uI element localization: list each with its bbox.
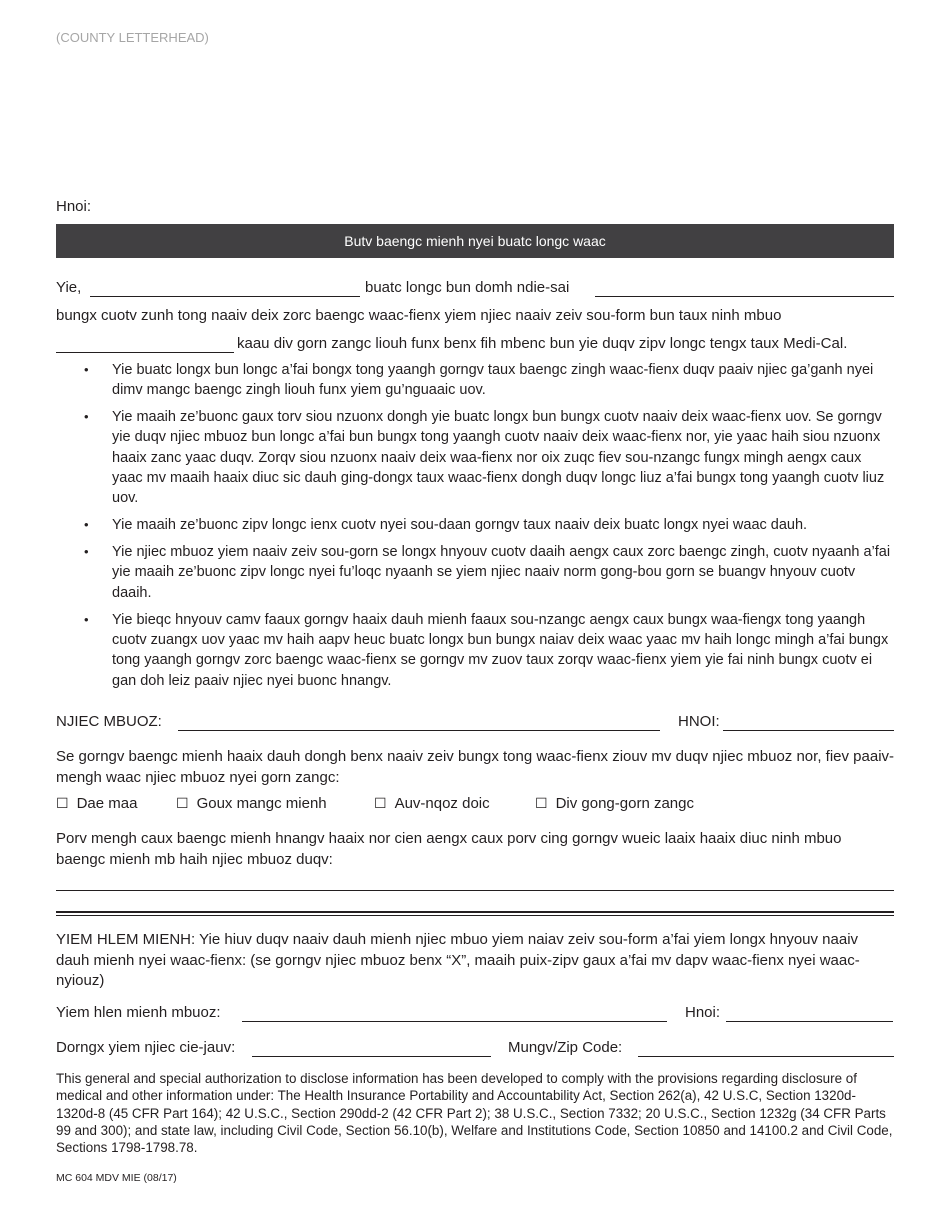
bullet-icon: • <box>84 362 89 377</box>
signature-label: NJIEC MBUOZ: <box>56 713 162 730</box>
section-divider <box>56 915 894 916</box>
list-item: • Yie njiec mbuoz yiem naaiv zeiv sou-gorn se longx hnyouv cuotv daaih aengx caux zorc baengc zingh, cuotv nyaanh a’fai yie maaih ze’buonc zipv longc nyei fu’loqc nyaanh se yiem njiec naaiv norm gong-bou gorn se buangv hnyouv cuotv daaih. <box>84 544 891 601</box>
checkbox-icon[interactable]: ☐ <box>176 795 189 811</box>
signature-row <box>56 713 894 733</box>
signature-date-field[interactable] <box>723 730 894 731</box>
bullet-icon: • <box>84 544 89 560</box>
checkbox-icon[interactable]: ☐ <box>535 795 548 811</box>
address-label: Dorngx yiem njiec cie-jauv: <box>56 1039 236 1056</box>
yie-label: Yie, <box>56 279 82 296</box>
list-item: • Yie buatc longx bun longc a’fai bongx tong yaangh gorngv taux baengc zingh waac-fienx duqv paaiv njiec ga’ganh nyei dimv mangc baengc zingh liouh funx yiem gu’nguaaic uov. <box>84 362 874 399</box>
checkbox-icon[interactable]: ☐ <box>56 795 69 811</box>
recipient-name-field[interactable] <box>56 352 234 353</box>
relationship-text: Se gorngv baengc mienh haaix dauh dongh benx naaiv zeiv bungx tong waac-fienx ziouv mv duqv njiec mbuoz nor, fiev paaiv-mengh waac njiec mbuoz nyei gorn zangc: <box>56 748 895 786</box>
bullet-icon: • <box>84 611 89 627</box>
authorization-line-3 <box>56 335 894 355</box>
witness-name-label: Yiem hlen mienh mbuoz: <box>56 1004 221 1021</box>
explain-text: Porv mengh caux baengc mienh hnangv haaix nor cien aengx caux porv cing gorngv wueic laaix haaix diuc ninh mbuo baengc mienh mb haih njiec mbuoz duqv: <box>56 830 842 868</box>
form-title: Butv baengc mienh nyei buatc longc waac <box>344 233 606 249</box>
form-number: MC 604 MDV MIE (08/17) <box>56 1172 177 1184</box>
checkbox-legal-representative[interactable]: ☐ Div gong-gorn zangc <box>535 795 694 812</box>
list-item: • Yie maaih ze’buonc zipv longc ienx cuotv nyei sou-daan gorngv taux naaiv deix buatc longx nyei waac dauh. <box>56 515 894 535</box>
authorization-line-1 <box>56 279 894 299</box>
terms-list <box>56 360 894 697</box>
witness-name-field[interactable] <box>242 1021 667 1022</box>
zip-field[interactable] <box>638 1056 894 1057</box>
bullet-icon: • <box>84 517 89 533</box>
provider-name-field[interactable] <box>595 296 894 297</box>
relationship-checkboxes <box>56 795 894 815</box>
witness-date-label: Hnoi: <box>685 1004 721 1021</box>
checkbox-icon[interactable]: ☐ <box>374 795 387 811</box>
form-title-bar <box>56 224 894 258</box>
signature-date-label: HNOI: <box>678 713 720 730</box>
witness-row <box>56 1004 894 1024</box>
date-label: Hnoi: <box>56 198 92 215</box>
address-field[interactable] <box>252 1056 491 1057</box>
authorization-text-3: kaau div gorn zangc liouh funx benx fih mbenc bun yie duqv zipv longc tengx taux Medi-Cal. <box>237 335 848 352</box>
list-item: • Yie maaih ze’buonc gaux torv siou nzuonx dongh yie buatc longx bun bungx cuotv naaiv deix waac-fienx uov. Se gorngv yie duqv njiec mbuoz bun longc a’fai bun bungx tong yaangh cuotv naaiv deix waac-fienx nor, yie yaac haih siou nzuonx haaix zanc yaac duqv. Zorqv siou nzuonx naaiv deix waa-fienx nor oix zuqc fiev sou-nzangc fungx mingh aengx caux yaac mv maaih haaix diuc sic dauh ging-dongx taux waac-fienx dongh duqv longc liuz a’fai bungx tong yaangh cuotv liuz uov. <box>84 409 885 507</box>
legal-fine-print: This general and special authorization to disclose information has been developed to comply with the provisions regarding disclosure of medical and other information under: The Health Insurance Portability and Accountability Act, Section 262(a), 42 U.S.C, Section 1320d-1320d-8 (45 CFR Part 164); 42 U.S.C., Section 290dd-2 (42 CFR Part 2); 38 U.S.C., Section 7332; 20 U.S.C., Section 1232g (34 CFR Parts 99 and 300); and state law, including Civil Code, Section 56.10(b), Welfare and Institutions Code, Section 10850 and 14100.2 and Civil Code, Sections 1798-1798.78. <box>56 1071 893 1156</box>
checkbox-parent[interactable]: ☐ Dae maa <box>56 795 138 812</box>
checkbox-conservator[interactable]: ☐ Auv-nqoz doic <box>374 795 490 812</box>
bullet-icon: • <box>84 409 89 425</box>
explanation-field[interactable] <box>56 890 894 891</box>
authorization-text-2: bungx cuotv zunh tong naaiv deix zorc baengc waac-fienx yiem njiec naaiv zeiv sou-form bun taux ninh mbuo <box>56 307 782 324</box>
authorization-line-2 <box>56 307 894 327</box>
patient-name-field[interactable] <box>90 296 360 297</box>
list-item: • Yie bieqc hnyouv camv faaux gorngv haaix dauh mienh faaux sou-nzangc aengx caux bungx waa-fiengx tong yaangh cuotv zuangx uov yaac mv haih aapv heuc buatc longx bun bungx naiav deix waac yaac mv haih longc mingh a’fai bungx tong yaangh gorngv zorc baengc waac-fienx se gorngv mv zuov taux zorqv waac-fienx yiem yie fai ninh bungx cuotv ei gan doh leiz paaiv njiec nyei buonc hnangv. <box>84 611 889 689</box>
section-divider <box>56 911 894 913</box>
checkbox-guardian[interactable]: ☐ Goux mangc mienh <box>176 795 327 812</box>
zip-label: Mungv/Zip Code: <box>508 1039 623 1056</box>
signature-field[interactable] <box>178 730 660 731</box>
county-letterhead: (COUNTY LETTERHEAD) <box>56 30 209 45</box>
authorize-text: buatc longc bun domh ndie-sai <box>365 279 570 296</box>
witness-date-field[interactable] <box>726 1021 893 1022</box>
address-row <box>56 1039 894 1059</box>
witness-text: YIEM HLEM MIENH: Yie hiuv duqv naaiv dauh mienh njiec mbuo yiem naiav zeiv sou-form a’fai yiem longx hnyouv naaiv dauh mienh nyei waac-fienx: (se gorngv njiec mbuoz benx “X”, maaih puix-zipv gaux a’fai mv dapv waac-fienx nyei waac-nyiouz) <box>56 931 860 989</box>
